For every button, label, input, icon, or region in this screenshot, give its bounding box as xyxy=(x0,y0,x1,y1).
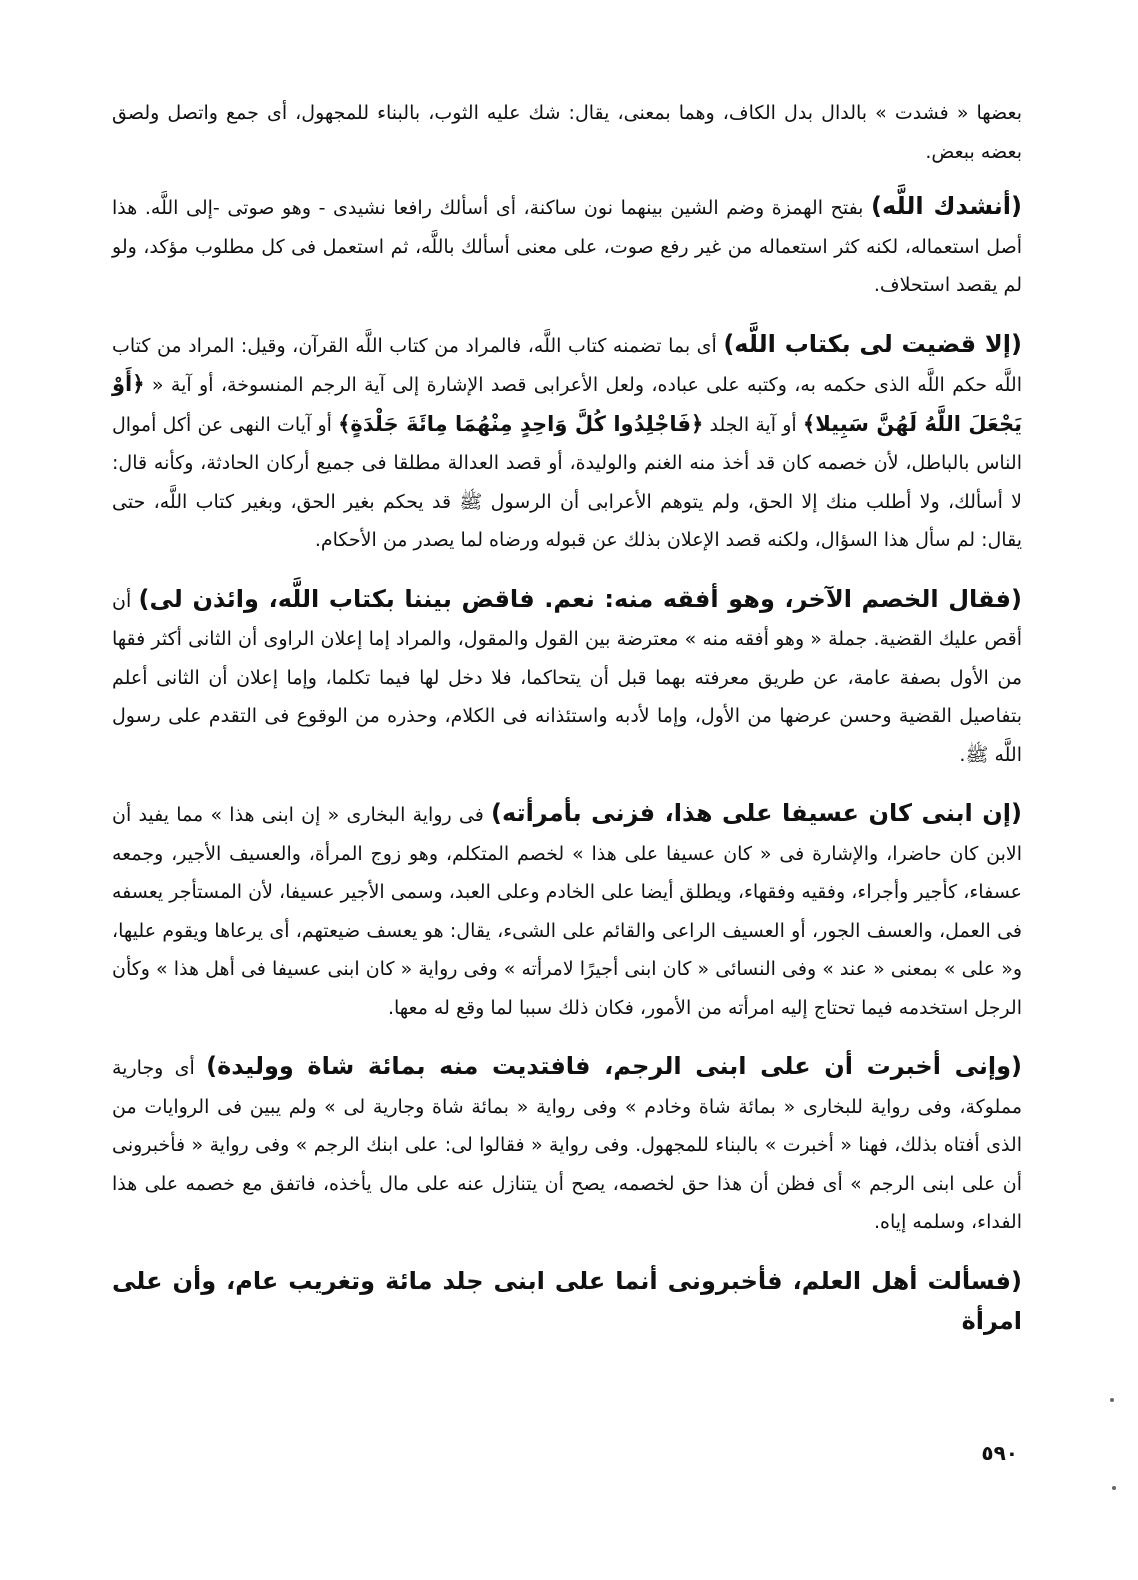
paragraph-2-heading: (أنشدك اللَّه) xyxy=(871,192,1022,220)
paragraph-3-heading: (إلا قضيت لى بكتاب اللَّه) xyxy=(723,329,1022,358)
paragraph-6 xyxy=(112,1047,1022,1242)
paragraph-7 xyxy=(112,1262,1022,1343)
paragraph-2 xyxy=(112,187,1022,305)
paragraph-3 xyxy=(112,325,1022,560)
paragraph-3-text-c: أو آيات النهى عن أكل أموال الناس بالباطل، لأن خصمه كان قد أخذ منه الغنم والوليدة، أو قصد العدالة مطلقا فى جميع أركان الحادثة، وكأنه قال: لا أسألك، ولا أطلب منك إلا الحق، ولم يتوهم الأعرابى أن الرسول ﷺ قد يحكم بغير الحق، وبغير كتاب اللَّه، حتى يقال: لم سأل هذا السؤال، ولكنه قصد الإعلان بذلك عن قبوله ورضاه لما يصدر من الأحكام. xyxy=(112,413,1022,551)
page-number: ٥٩٠ xyxy=(981,1441,1018,1465)
paragraph-5-text: فى رواية البخارى « إن ابنى هذا » مما يفيد أن الابن كان حاضرا، والإشارة فى « كان عسيفا على هذا » لخصم المتكلم، وهو زوج المرأة، والعسيف الأجير، وجمعه عسفاء، كأجير وأجراء، وفقيه وفقهاء، ويطلق أيضا على الخادم وعلى العبد، وسمى الأجير عسيفا، لأن المستأجر يعسفه فى العمل، والعسف الجور، أو العسيف الراعى والقائم على الشىء، يقال: هو يعسف ضيعتهم، أى يرعاها ويقوم عليها، و« على » بمعنى « عند » وفى النسائى « كان ابنى أجيرًا لامرأته » وفى رواية « كان ابنى عسيفا فى أهل هذا » وكأن الرجل استخدمه فيما تحتاج إليه امرأته من الأمور، فكان ذلك سببا لما وقع له معها. xyxy=(112,804,1022,1019)
paragraph-4 xyxy=(112,580,1022,775)
page-body xyxy=(112,94,1022,1363)
quran-verse-1: ﴿أَوْ يَجْعَلَ اللَّهُ لَهُنَّ سَبِيلا﴾ xyxy=(112,372,1022,436)
paragraph-3-text-b: أو آية الجلد xyxy=(703,413,803,436)
paragraph-6-heading: (وإنى أخبرت أن على ابنى الرجم، فافتديت منه بمائة شاة ووليدة) xyxy=(206,1052,1022,1080)
quran-verse-2: ﴿فَاجْلِدُوا كُلَّ وَاحِدٍ مِنْهُمَا مِائَةَ جَلْدَةٍ﴾ xyxy=(338,411,704,436)
paragraph-2-text: بفتح الهمزة وضم الشين بينهما نون ساكنة، أى أسألك رافعا نشيدى - وهو صوتى -إلى اللَّه. هذا أصل استعماله، لكنه كثر استعماله من غير رفع صوت، على معنى أسألك باللَّه، ثم استعمل فى كل مطلوب مؤكد، ولو لم يقصد استحلاف. xyxy=(112,197,1022,296)
paragraph-4-heading: (فقال الخصم الآخر، وهو أفقه منه: نعم. فاقض بيننا بكتاب اللَّه، وائذن لى) xyxy=(138,584,1022,613)
paragraph-1 xyxy=(112,94,1022,171)
paragraph-1-text: بعضها « فشدت » بالدال بدل الكاف، وهما بمعنى، يقال: شك عليه الثوب، بالبناء للمجهول، أى جمع واتصل ولصق بعضه ببعض. xyxy=(112,102,1022,163)
paragraph-4-text: أن أقص عليك القضية. جملة « وهو أفقه منه » معترضة بين القول والمقول، والمراد إما إعلان الراوى أن الثانى أكثر فقها من الأول بصفة عامة، عن طريق معرفته بهما قبل أن يتحاكما، فلا دخل لها فيما تكلما، وإما إعلان أن الثانى أعلم بتفاصيل القضية وحسن عرضها من الأول، وإما لأدبه واستئذانه فى الكلام، وحذره من الوقوع فى التقدم على رسول اللَّه ﷺ. xyxy=(112,589,1022,766)
paragraph-6-text: أى وجارية مملوكة، وفى رواية للبخارى « بمائة شاة وخادم » وفى رواية « بمائة شاة وجارية لى » ولم يبين فى الروايات من الذى أفتاه بذلك، فهنا « أخبرت » بالبناء للمجهول. وفى رواية « فقالوا لى: على ابنك الرجم » وفى رواية « فأخبرونى أن على ابنى الرجم » أى فظن أن هذا حق لخصمه، يصح أن يتنازل عنه على مال يأخذه، فاتفق مع خصمه على هذا الفداء، وسلمه إياه. xyxy=(112,1057,1022,1233)
paragraph-5-heading: (إن ابنى كان عسيفا على هذا، فزنى بأمرأته) xyxy=(491,799,1022,827)
paragraph-7-heading: (فسألت أهل العلم، فأخبرونى أنما على ابنى جلد مائة وتغريب عام، وأن على امرأة xyxy=(112,1266,1022,1335)
scan-dot-mark xyxy=(1110,1398,1114,1402)
paragraph-5 xyxy=(112,794,1022,1027)
scan-dot-mark xyxy=(1112,1486,1116,1490)
paragraph-3-text-a: أى بما تضمنه كتاب اللَّه، فالمراد من كتاب اللَّه القرآن، وقيل: المراد من كتاب اللَّه حكم اللَّه الذى حكمه به، وكتبه على عباده، ولعل الأعرابى قصد الإشارة إلى آية الرجم المنسوخة، أو آية « xyxy=(112,334,1022,396)
